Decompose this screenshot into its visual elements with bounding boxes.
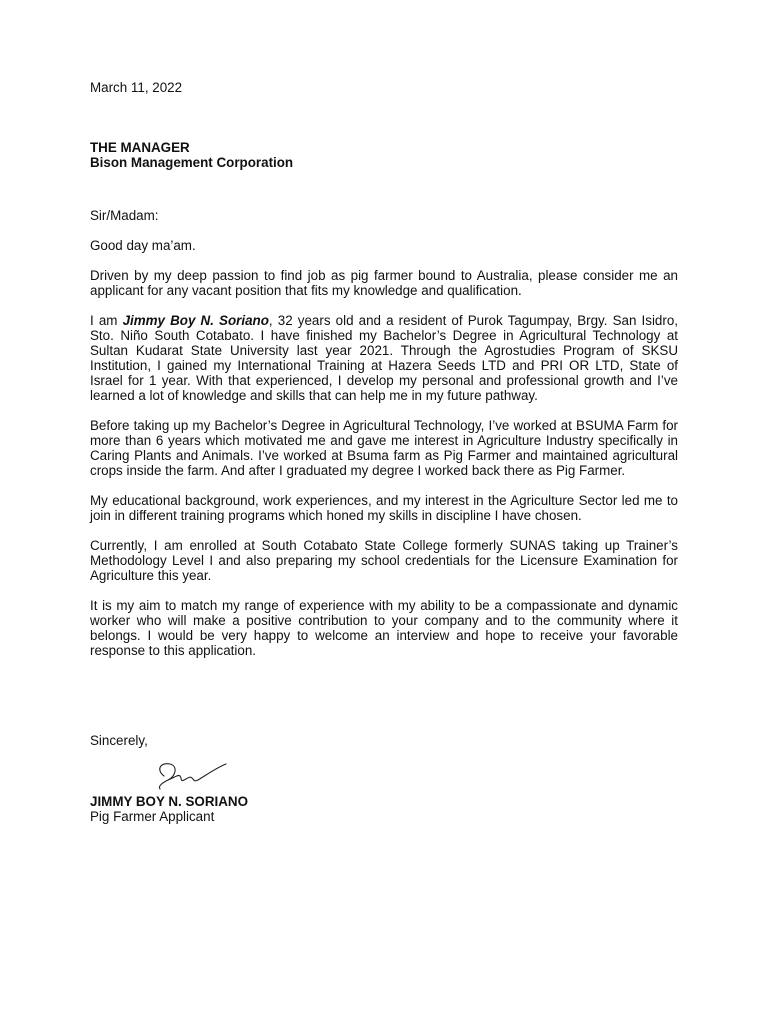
signature-area	[90, 758, 678, 794]
intro-prefix: I am	[90, 313, 123, 328]
paragraph-training: My educational background, work experiences, and my interest in the Agriculture Sector led me to join in different training programs which honed my skills in discipline I have chosen.	[90, 493, 678, 523]
letter-date: March 11, 2022	[90, 80, 183, 95]
signer-name: JIMMY BOY N. SORIANO	[90, 794, 248, 809]
salutation: Sir/Madam:	[90, 208, 159, 223]
recipient-company: Bison Management Corporation	[90, 155, 294, 170]
closing-phrase: Sincerely,	[90, 733, 148, 748]
paragraph-introduction	[90, 313, 678, 403]
applicant-name: Jimmy Boy N. Soriano	[122, 313, 269, 328]
intro-rest: , 32 years old and a resident of Purok Tagumpay, Brgy. San Isidro, Sto. Niño South Cotabato. I have finished my Bachelor’s Degree in Agricultural Technology at Sultan Kudarat State University last year 2021. Through the Agrostudies Program of SKSU Institution, I gained my International Training at Hazera Seeds LTD and PRI OR LTD, State of Israel for 1 year. With that experienced, I develop my personal and professional growth and I’ve learned a lot of knowledge and skills that can help me in my future pathway.	[90, 313, 679, 403]
letter-page	[90, 80, 678, 824]
recipient-title: THE MANAGER	[90, 140, 190, 155]
paragraph-current-studies: Currently, I am enrolled at South Cotabato State College formerly SUNAS taking up Trainer’s Methodology Level I and also preparing my school credentials for the Licensure Examination for Agriculture this year.	[90, 538, 678, 583]
signer-role: Pig Farmer Applicant	[90, 809, 215, 824]
recipient-block	[90, 140, 678, 170]
paragraph-work-experience: Before taking up my Bachelor’s Degree in Agricultural Technology, I’ve worked at BSUMA Farm for more than 6 years which motivated me and gave me interest in Agriculture Industry specifically in Caring Plants and Animals. I’ve worked at Bsuma farm as Pig Farmer and maintained agricultural crops inside the farm. And after I graduated my degree I worked back there as Pig Farmer.	[90, 418, 678, 478]
paragraph-closing-statement: It is my aim to match my range of experience with my ability to be a compassionate and dynamic worker who will make a positive contribution to your company and to the community where it belongs. I would be very happy to welcome an interview and hope to receive your favorable response to this application.	[90, 598, 678, 658]
paragraph-intent: Driven by my deep passion to find job as pig farmer bound to Australia, please consider me an applicant for any vacant position that fits my knowledge and qualification.	[90, 268, 678, 298]
greeting: Good day ma’am.	[90, 238, 196, 253]
handwritten-signature-icon	[150, 756, 230, 792]
